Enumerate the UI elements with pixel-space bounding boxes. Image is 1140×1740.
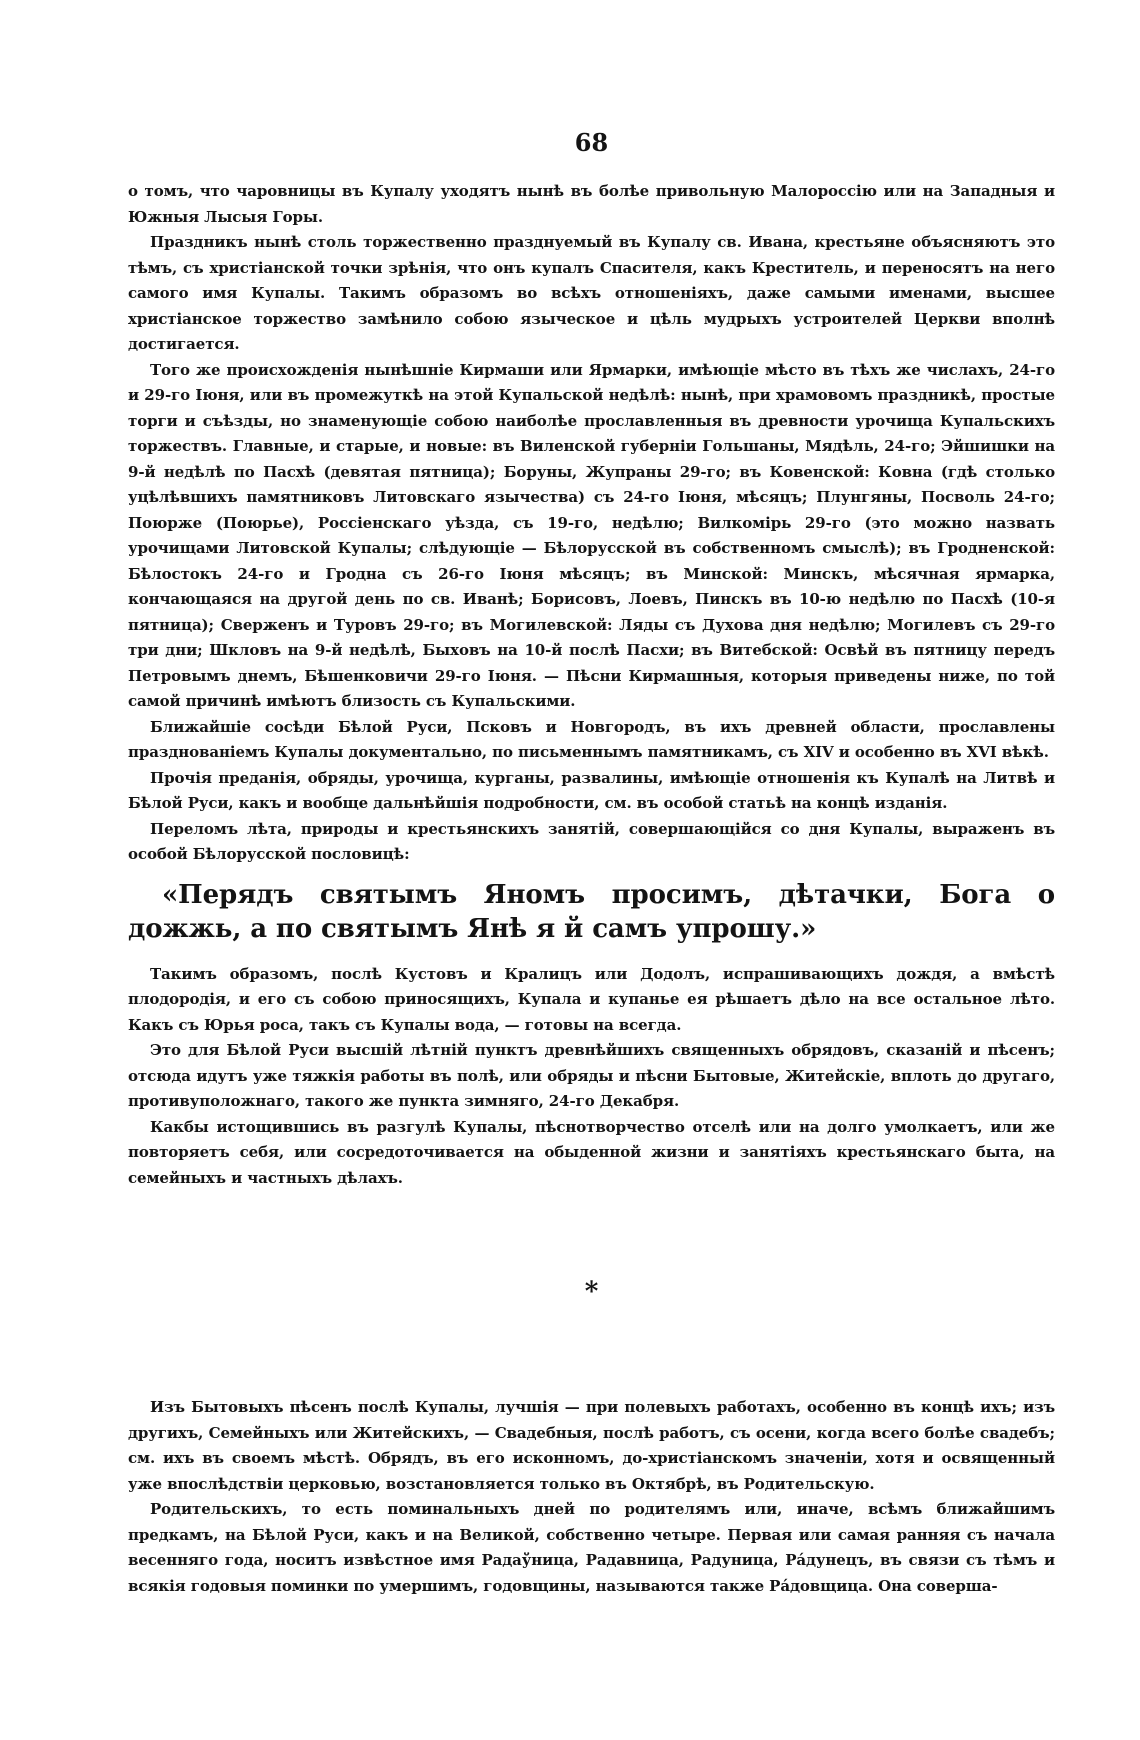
paragraph: Того же происхожденія нынѣшніе Кирмаши или Ярмарки, имѣющіе мѣсто въ тѣхъ же числахъ, 24-го и 29-го Іюня, или въ промежуткѣ на этой Купальской недѣлѣ: нынѣ, при храмовомъ праздникѣ, простые торги и съѣзды, но знаменующіе собою наиболѣе прославленныя въ древности урочища Купальскихъ торжествъ. Главные, и старые, и новые: въ Виленской губерніи Гольшаны, Мядѣль, 24-го; Эйшишки на 9-й недѣлѣ по Пасхѣ (девятая пятница); Боруны, Жупраны 29-го; въ Ковенской: Ковна (гдѣ столько уцѣлѣвшихъ памятниковъ Литовскаго язычества) съ 24-го Іюня, мѣсяцъ; Плунгяны, Посволь 24-го; Поюрже (Поюрье), Россіенскаго уѣзда, съ 19-го, недѣлю; Вилкомірь 29-го (это можно назвать урочищами Литовской Купалы; слѣдующіе — Бѣлорусской въ собственномъ смыслѣ); въ Гродненской: Бѣлостокъ 24-го и Гродна съ 26-го Іюня мѣсяцъ; въ Минской: Минскъ, мѣсячная ярмарка, кончающаяся на другой день по св. Иванѣ; Борисовъ, Лоевъ, Пинскъ въ 10-ю недѣлю по Пасхѣ (10-я пятница); Сверженъ и Туровъ 29-го; въ Могилевской: Ляды съ Духова дня недѣлю; Могилевъ съ 29-го три дни; Шкловъ на 9-й недѣлѣ, Быховъ на 10-й послѣ Пасхи; въ Витебской: Освѣй въ пятницу передъ Петровымъ днемъ, Бѣшенковичи 29-го Іюня. — Пѣсни Кирмашныя, которыя приведены ниже, по той самой причинѣ имѣютъ близость съ Купальскими.: [128, 360, 1055, 710]
paragraph: Переломъ лѣта, природы и крестьянскихъ занятій, совершающійся со дня Купалы, выраженъ въ особой Бѣлорусской пословицѣ:: [128, 819, 1055, 863]
proverb-quote: «Перядъ святымъ Яномъ просимъ, дѣтачки, Бога о дожжь, а по святымъ Янѣ я й самъ упрошу.»: [128, 879, 1055, 944]
paragraph: Ближайшіе сосѣди Бѣлой Руси, Псковъ и Новгородъ, въ ихъ древней области, прославлены празднованіемъ Купалы документально, по письменнымъ памятникамъ, съ XIV и особенно въ XVI вѣкѣ.: [128, 717, 1055, 761]
page-number: 68: [574, 128, 609, 157]
paragraph: Изъ Бытовыхъ пѣсенъ послѣ Купалы, лучшія — при полевыхъ работахъ, особенно въ концѣ ихъ; изъ другихъ, Семейныхъ или Житейскихъ, — Свадебныя, послѣ работъ, съ осени, когда всего болѣе свадебъ; см. ихъ въ своемъ мѣстѣ. Обрядъ, въ его исконномъ, до-христіанскомъ значеніи, хотя и освященный уже впослѣдствіи церковью, возстановляется только въ Октябрѣ, въ Родительскую.: [128, 1398, 1055, 1493]
paragraph: Праздникъ нынѣ столь торжественно празднуемый въ Купалу св. Ивана, крестьяне объясняютъ это тѣмъ, съ христіанской точки зрѣнія, что онъ купалъ Спасителя, какъ Креститель, и переносятъ на него самого имя Купалы. Такимъ образомъ во всѣхъ отношеніяхъ, даже самыми именами, высшее христіанское торжество замѣнило собою языческое и цѣль мудрыхъ устроителей Церкви вполнѣ достигается.: [128, 233, 1055, 353]
paragraph: Родительскихъ, то есть поминальныхъ дней по родителямъ или, иначе, всѣмъ ближайшимъ предкамъ, на Бѣлой Руси, какъ и на Великой, собственно четыре. Первая или самая ранняя съ начала весенняго года, носитъ извѣстное имя Радаўница, Радавница, Радуница, Рáдунецъ, въ связи съ тѣмъ и всякія годовыя поминки по умершимъ, годовщины, называются также Рáдовщица. Она соверша-: [128, 1500, 1055, 1595]
paragraph: о томъ, что чаровницы въ Купалу уходятъ нынѣ въ болѣе привольную Малороссію или на Западныя и Южныя Лысыя Горы.: [128, 182, 1055, 226]
paragraph: Прочія преданія, обряды, урочища, курганы, развалины, имѣющіе отношенія къ Купалѣ на Литвѣ и Бѣлой Руси, какъ и вообще дальнѣйшія подробности, см. въ особой статьѣ на концѣ изданія.: [128, 768, 1055, 812]
paragraph: Это для Бѣлой Руси высшій лѣтній пунктъ древнѣйшихъ священныхъ обрядовъ, сказаній и пѣсенъ; отсюда идутъ уже тяжкія работы въ полѣ, или обряды и пѣсни Бытовые, Житейскіе, вплоть до другаго, противуположнаго, такого же пункта зимняго, 24-го Декабря.: [128, 1041, 1055, 1110]
paragraph: Такимъ образомъ, послѣ Кустовъ и Кралицъ или Додолъ, испрашивающихъ дождя, а вмѣстѣ плодородія, и его съ собою приносящихъ, Купала и купанье ея рѣшаетъ дѣло на все остальное лѣто. Какъ съ Юрья роса, такъ съ Купалы вода, — готовы на всегда.: [128, 964, 1055, 1034]
section-ornament: *: [584, 1277, 599, 1307]
paragraph: Какбы истощившись въ разгулѣ Купалы, пѣснотворчество отселѣ или на долго умолкаетъ, или же повторяетъ себя, или сосредоточивается на обыденной жизни и занятіяхъ крестьянскаго быта, на семейныхъ и частныхъ дѣлахъ.: [128, 1117, 1055, 1187]
document-page: [128, 128, 1055, 1599]
